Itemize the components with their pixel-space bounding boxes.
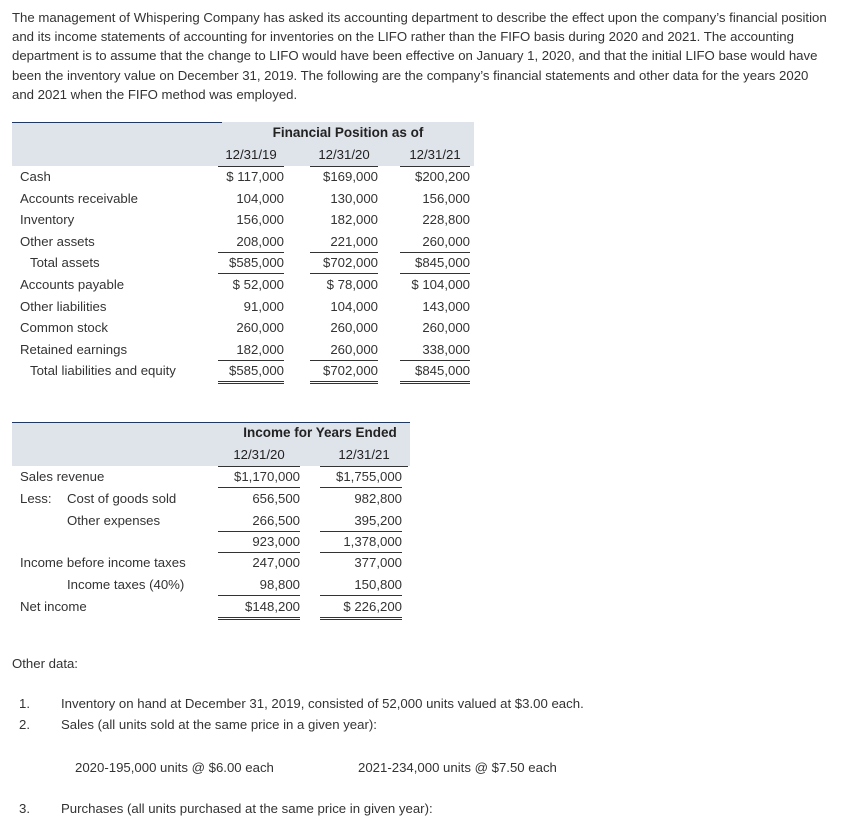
less-label: Less: — [20, 491, 52, 506]
other-data-item-2: Sales (all units sold at the same price in a given year): — [61, 717, 377, 732]
row-label: Accounts payable — [20, 277, 125, 292]
table-row — [12, 166, 474, 187]
table-row — [12, 574, 410, 595]
value-21: $845,000 — [400, 252, 470, 274]
item-number: 1. — [19, 696, 30, 711]
other-data-heading: Other data: — [12, 656, 78, 671]
financial-position-title: Financial Position as of — [222, 122, 474, 146]
table-row — [12, 317, 474, 338]
value-21: $200,200 — [414, 169, 470, 184]
table-row — [12, 274, 474, 295]
table-row — [12, 596, 410, 617]
value-21: $ 104,000 — [411, 277, 470, 292]
value-21: 338,000 — [400, 339, 470, 361]
value-19: $585,000 — [218, 252, 284, 274]
table-row — [12, 252, 474, 273]
row-label: Income taxes (40%) — [67, 577, 185, 592]
value-21: 156,000 — [422, 191, 470, 206]
value-21: 143,000 — [422, 299, 470, 314]
row-label: Income before income taxes — [20, 555, 186, 570]
value-19: 91,000 — [243, 299, 284, 314]
value-2021: 150,800 — [320, 574, 402, 596]
value-20: $ 78,000 — [326, 277, 378, 292]
other-data-item-3: Purchases (all units purchased at the same price in given year): — [61, 801, 433, 816]
table-row — [12, 188, 474, 209]
table-row — [12, 488, 410, 509]
row-label: Cash — [20, 169, 51, 184]
col-header-2020: 12/31/20 — [218, 444, 300, 467]
value-2020: 923,000 — [218, 531, 300, 553]
value-20: 260,000 — [310, 339, 378, 361]
value-21: 260,000 — [422, 320, 470, 335]
value-2020: 247,000 — [252, 555, 300, 570]
sales-2021: 2021-234,000 units @ $7.50 each — [358, 760, 557, 775]
value-20: 221,000 — [310, 231, 378, 253]
row-label: Other expenses — [67, 513, 161, 528]
row-label: Retained earnings — [20, 342, 128, 357]
value-20: $169,000 — [322, 169, 378, 184]
value-21: $845,000 — [400, 360, 470, 384]
value-19: 260,000 — [236, 320, 284, 335]
row-label: Other assets — [20, 234, 95, 249]
sales-2020: 2020-195,000 units @ $6.00 each — [75, 760, 274, 775]
value-2021: 1,378,000 — [320, 531, 402, 553]
income-title: Income for Years Ended — [230, 422, 410, 446]
value-2021: 395,200 — [320, 510, 402, 532]
value-19: 208,000 — [218, 231, 284, 253]
value-2020: 656,500 — [252, 491, 300, 506]
col-header-2020: 12/31/20 — [310, 144, 378, 167]
col-header-2021: 12/31/21 — [400, 144, 470, 167]
value-19: $ 52,000 — [232, 277, 284, 292]
problem-intro: The management of Whispering Company has asked its accounting department to describe the effect upon the company’s financial position and its income statements of accounting for inventories on the LIFO rather than the FIFO basis during 2020 and 2021. The accounting department is to assume that the change to LIFO would have been effective on January 1, 2020, and that the initial LIFO base would have been the inventory value on December 31, 2019. The following are the company’s financial statements and other data for the years 2020 and 2021 when the FIFO method was employed. — [12, 10, 827, 102]
table-row — [12, 296, 474, 317]
row-label: Common stock — [20, 320, 108, 335]
value-19: 104,000 — [236, 191, 284, 206]
value-2020: 98,800 — [218, 574, 300, 596]
row-label: Total liabilities and equity — [30, 363, 176, 378]
row-label: Accounts receivable — [20, 191, 139, 206]
table-row — [12, 209, 474, 230]
value-2020: $1,170,000 — [218, 466, 300, 488]
col-header-2019: 12/31/19 — [218, 144, 284, 167]
row-label: Total assets — [30, 255, 100, 270]
table-row — [12, 466, 410, 487]
row-label: Other liabilities — [20, 299, 107, 314]
value-19: $585,000 — [218, 360, 284, 384]
table-row — [12, 510, 410, 531]
table-row — [12, 339, 474, 360]
value-19: 182,000 — [218, 339, 284, 361]
value-2020: 266,500 — [218, 510, 300, 532]
value-2021: 377,000 — [354, 555, 402, 570]
item-number: 3. — [19, 801, 30, 816]
col-header-2021: 12/31/21 — [320, 444, 408, 467]
row-label: Sales revenue — [20, 469, 105, 484]
value-20: 260,000 — [330, 320, 378, 335]
value-2021: $ 226,200 — [320, 596, 402, 620]
item-number: 2. — [19, 717, 30, 732]
value-19: $ 117,000 — [226, 169, 284, 184]
table-row — [12, 360, 474, 381]
row-label: Inventory — [20, 212, 75, 227]
table-row — [12, 531, 410, 552]
value-19: 156,000 — [236, 212, 284, 227]
value-20: $702,000 — [310, 360, 378, 384]
value-20: 182,000 — [330, 212, 378, 227]
table-row — [12, 231, 474, 252]
value-20: 130,000 — [330, 191, 378, 206]
value-2020: $148,200 — [218, 596, 300, 620]
value-20: 104,000 — [330, 299, 378, 314]
other-data-item-1: Inventory on hand at December 31, 2019, consisted of 52,000 units valued at $3.00 each. — [61, 696, 584, 711]
value-21: 260,000 — [400, 231, 470, 253]
value-2021: 982,800 — [354, 491, 402, 506]
value-21: 228,800 — [422, 212, 470, 227]
row-label: Cost of goods sold — [67, 491, 177, 506]
value-2021: $1,755,000 — [320, 466, 402, 488]
table-row — [12, 552, 410, 573]
row-label: Net income — [20, 599, 87, 614]
value-20: $702,000 — [310, 252, 378, 274]
